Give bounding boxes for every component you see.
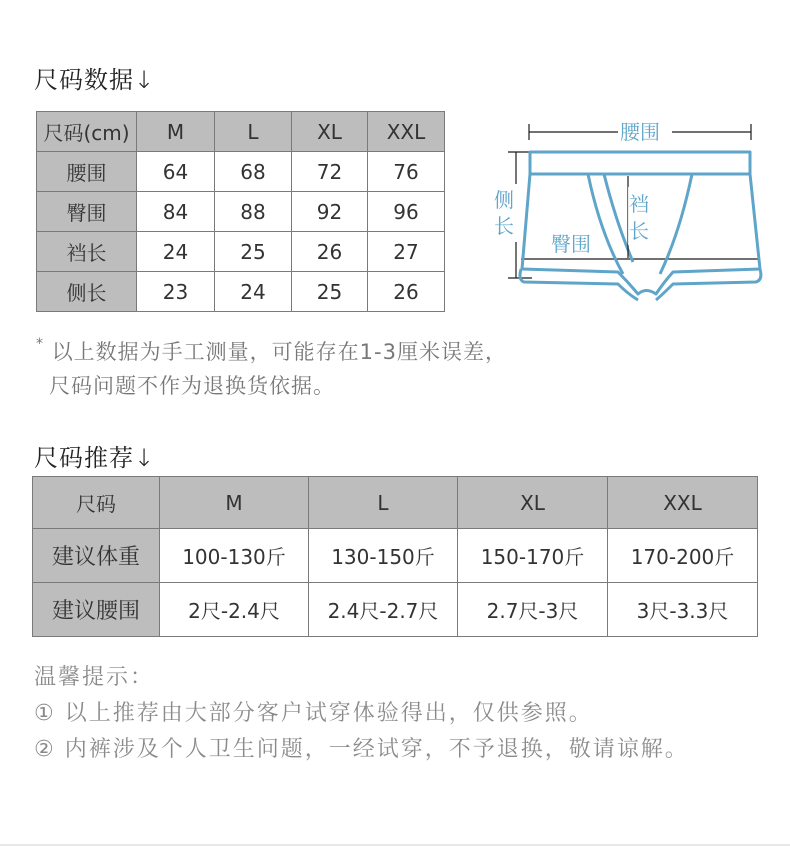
table-cell: 2.7尺-3尺 <box>458 583 608 637</box>
table-row <box>33 529 758 583</box>
size-data-header-row <box>37 112 445 152</box>
table-cell: 25 <box>292 272 368 312</box>
table-cell: 72 <box>292 152 368 192</box>
measurement-note-line1: * 以上数据为手工测量，可能存在1-3厘米误差， <box>36 336 507 364</box>
row-label: 臀围 <box>37 192 137 232</box>
side-label-char2: 长 <box>494 214 514 238</box>
table-row <box>37 192 445 232</box>
table-cell: 26 <box>292 232 368 272</box>
waist-label: 腰围 <box>620 120 660 144</box>
underwear-diagram <box>488 112 768 312</box>
table-cell: 3尺-3.3尺 <box>608 583 758 637</box>
table-cell: 23 <box>137 272 215 312</box>
table-cell: 100-130斤 <box>160 529 309 583</box>
hip-label: 臀围 <box>551 232 591 256</box>
size-data-header-cell: M <box>137 112 215 152</box>
side-label-char1: 侧 <box>494 188 514 212</box>
recommend-heading: 尺码推荐↓ <box>34 444 156 472</box>
recommend-header-row <box>33 477 758 529</box>
size-data-table <box>36 111 445 312</box>
table-cell: 64 <box>137 152 215 192</box>
row-label: 建议腰围 <box>33 583 160 637</box>
recommend-header-cell: M <box>160 477 309 529</box>
table-cell: 130-150斤 <box>309 529 458 583</box>
row-label: 建议体重 <box>33 529 160 583</box>
recommend-table <box>32 476 758 637</box>
measurement-note-line2: 尺码问题不作为退换货依据。 <box>49 374 335 398</box>
recommend-header-cell: XL <box>458 477 608 529</box>
tips-title: 温馨提示： <box>34 665 155 690</box>
table-cell: 2.4尺-2.7尺 <box>309 583 458 637</box>
table-cell: 2尺-2.4尺 <box>160 583 309 637</box>
size-data-header-cell: XXL <box>368 112 445 152</box>
crotch-label-char2: 长 <box>629 219 649 243</box>
recommend-header-cell: 尺码 <box>33 477 160 529</box>
row-label: 裆长 <box>37 232 137 272</box>
tips-line2: ② 内裤涉及个人卫生问题，一经试穿，不予退换，敬请谅解。 <box>34 737 689 762</box>
table-cell: 88 <box>215 192 292 232</box>
recommend-header-cell: XXL <box>608 477 758 529</box>
crotch-label-char1: 裆 <box>629 192 649 216</box>
size-data-header-cell: XL <box>292 112 368 152</box>
row-label: 侧长 <box>37 272 137 312</box>
table-cell: 150-170斤 <box>458 529 608 583</box>
table-cell: 92 <box>292 192 368 232</box>
table-cell: 26 <box>368 272 445 312</box>
recommend-header-cell: L <box>309 477 458 529</box>
bottom-divider <box>0 844 790 846</box>
size-data-header-cell: 尺码(cm) <box>37 112 137 152</box>
table-cell: 76 <box>368 152 445 192</box>
table-cell: 170-200斤 <box>608 529 758 583</box>
table-cell: 25 <box>215 232 292 272</box>
table-row <box>37 152 445 192</box>
tips-line1: ① 以上推荐由大部分客户试穿体验得出，仅供参照。 <box>34 701 593 726</box>
row-label: 腰围 <box>37 152 137 192</box>
table-cell: 68 <box>215 152 292 192</box>
size-data-header-cell: L <box>215 112 292 152</box>
table-cell: 84 <box>137 192 215 232</box>
note-star: * <box>36 336 44 352</box>
table-row <box>33 583 758 637</box>
table-row <box>37 272 445 312</box>
table-row <box>37 232 445 272</box>
table-cell: 27 <box>368 232 445 272</box>
table-cell: 96 <box>368 192 445 232</box>
table-cell: 24 <box>215 272 292 312</box>
table-cell: 24 <box>137 232 215 272</box>
size-data-heading: 尺码数据↓ <box>34 66 156 94</box>
